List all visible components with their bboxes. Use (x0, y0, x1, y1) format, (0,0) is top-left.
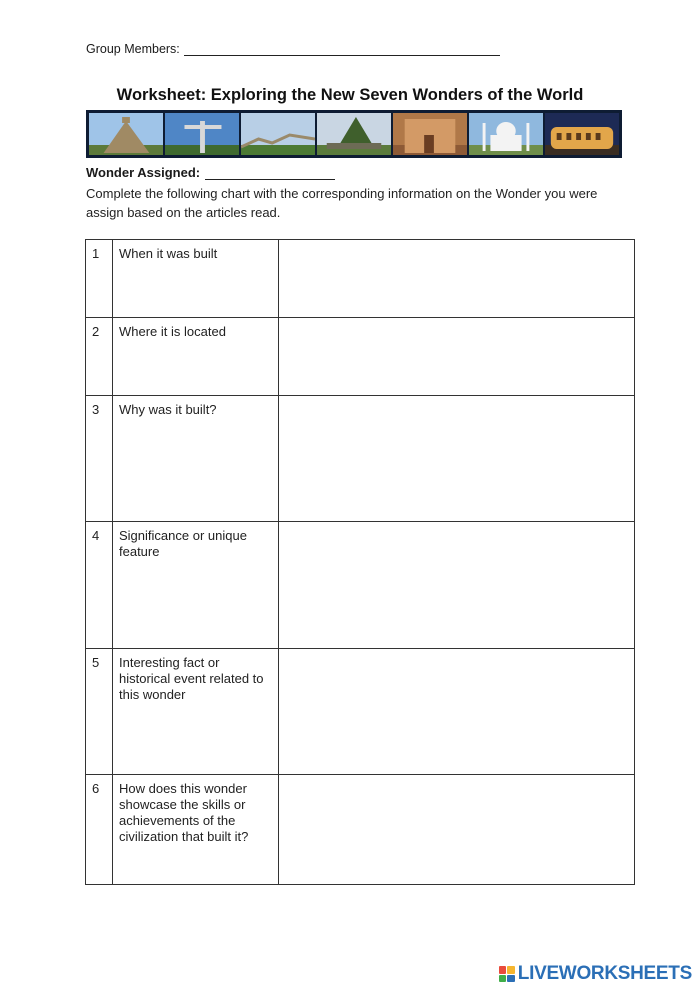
row-number: 1 (86, 240, 113, 318)
row-question: Interesting fact or historical event related to this wonder (113, 649, 279, 775)
answer-cell[interactable] (279, 522, 635, 649)
table-row (86, 775, 635, 885)
row-number: 4 (86, 522, 113, 649)
chichen-itza-photo (89, 113, 163, 155)
great-wall-photo (241, 113, 315, 155)
answer-cell[interactable] (279, 396, 635, 522)
wonder-assigned-blank[interactable] (205, 166, 335, 180)
answer-cell[interactable] (279, 240, 635, 318)
answer-cell[interactable] (279, 775, 635, 885)
group-members-line (86, 42, 500, 56)
wonder-assigned-label: Wonder Assigned: (86, 165, 201, 180)
row-question: Significance or unique feature (113, 522, 279, 649)
table-row (86, 649, 635, 775)
table-row (86, 522, 635, 649)
liveworksheets-logo-icon (499, 966, 515, 982)
row-question: How does this wonder showcase the skills or achievements of the civilization that built it? (113, 775, 279, 885)
wonder-assigned-line (86, 165, 335, 180)
row-question: When it was built (113, 240, 279, 318)
row-number: 2 (86, 318, 113, 396)
group-members-blank[interactable] (184, 42, 500, 56)
row-question: Where it is located (113, 318, 279, 396)
logo-text: LIVEWORKSHEETS (517, 963, 692, 984)
answer-cell[interactable] (279, 318, 635, 396)
wonder-info-chart (85, 239, 635, 885)
table-row (86, 396, 635, 522)
table-row (86, 318, 635, 396)
machu-picchu-photo (317, 113, 391, 155)
petra-photo (393, 113, 467, 155)
colosseum-photo (545, 113, 619, 155)
instructions-text: Complete the following chart with the corresponding information on the Wonder you were assign based on the articles read. (86, 186, 598, 220)
worksheet-title: Worksheet: Exploring the New Seven Wonders of the World (116, 86, 584, 104)
row-number: 6 (86, 775, 113, 885)
group-members-label: Group Members: (86, 42, 180, 56)
row-number: 5 (86, 649, 113, 775)
table-row (86, 240, 635, 318)
wonders-banner (86, 110, 622, 158)
taj-mahal-photo (469, 113, 543, 155)
liveworksheets-logo (499, 963, 692, 985)
row-question: Why was it built? (113, 396, 279, 522)
answer-cell[interactable] (279, 649, 635, 775)
row-number: 3 (86, 396, 113, 522)
christ-the-redeemer-photo (165, 113, 239, 155)
